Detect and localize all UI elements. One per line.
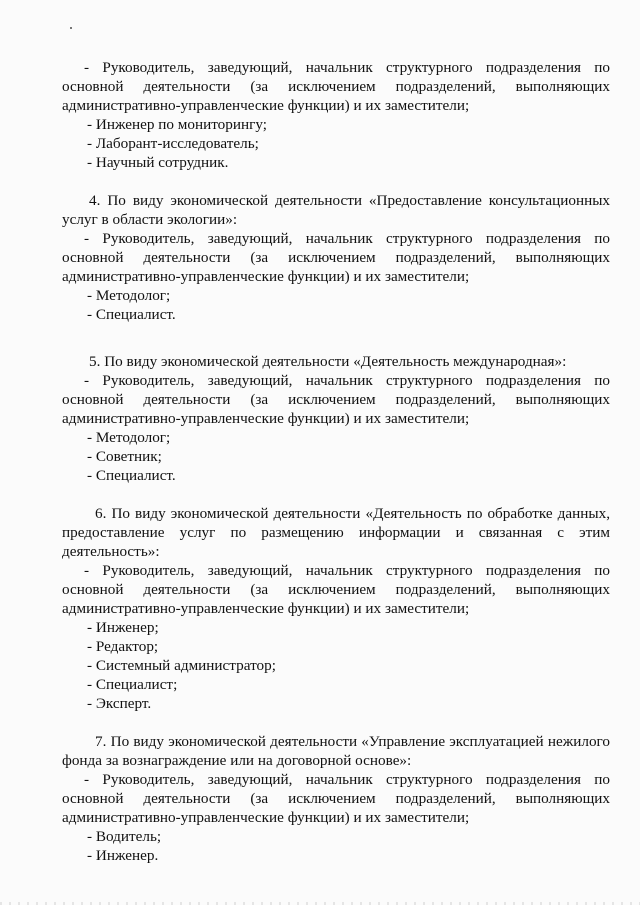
list-item: - Инженер;	[87, 619, 159, 636]
list-item: - Специалист.	[87, 467, 176, 484]
section-5-heading: 5. По виду экономической деятельности «Деятельность международная»:	[89, 353, 567, 370]
list-item: - Специалист;	[87, 676, 178, 693]
intro-head-paragraph: - Руководитель, заведующий, начальник структурного подразделения по основной деятельности (за исключением подразделений, выполняющих административно-управленческие функции) и их заместители;	[62, 59, 610, 114]
list-item: - Инженер.	[87, 847, 159, 864]
section-gap	[62, 713, 610, 732]
section-gap	[62, 324, 610, 352]
list-item: - Методолог;	[87, 429, 171, 446]
section-7-heading: 7. По виду экономической деятельности «Управление эксплуатацией нежилого фонда за вознаграждение или на договорной основе»:	[62, 733, 610, 769]
section-4-heading: 4. По виду экономической деятельности «Предоставление консультационных услуг в области экологии»:	[62, 192, 610, 228]
list-item: - Лаборант-исследователь;	[87, 135, 259, 152]
list-item: - Редактор;	[87, 638, 159, 655]
section-7-head-paragraph: - Руководитель, заведующий, начальник структурного подразделения по основной деятельности (за исключением подразделений, выполняющих административно-управленческие функции) и их заместители;	[62, 771, 610, 826]
section-5-head-paragraph: - Руководитель, заведующий, начальник структурного подразделения по основной деятельности (за исключением подразделений, выполняющих административно-управленческие функции) и их заместители;	[62, 372, 610, 427]
section-6-heading: 6. По виду экономической деятельности «Деятельность по обработке данных, предоставление услуг по размещению информации и связанная с этим деятельность»:	[62, 505, 610, 560]
document-content	[62, 58, 610, 865]
list-item: - Методолог;	[87, 287, 171, 304]
list-item: - Советник;	[87, 448, 162, 465]
list-item: - Научный сотрудник.	[87, 154, 229, 171]
section-6-head-paragraph: - Руководитель, заведующий, начальник структурного подразделения по основной деятельности (за исключением подразделений, выполняющих административно-управленческие функции) и их заместители;	[62, 562, 610, 617]
section-gap	[62, 172, 610, 191]
scan-speck	[70, 27, 72, 29]
list-item: - Системный администратор;	[87, 657, 276, 674]
list-item: - Водитель;	[87, 828, 162, 845]
section-4-head-paragraph: - Руководитель, заведующий, начальник структурного подразделения по основной деятельности (за исключением подразделений, выполняющих административно-управленческие функции) и их заместители;	[62, 230, 610, 285]
list-item: - Специалист.	[87, 306, 176, 323]
section-gap	[62, 485, 610, 504]
list-item: - Инженер по мониторингу;	[87, 116, 267, 133]
list-item: - Эксперт.	[87, 695, 152, 712]
